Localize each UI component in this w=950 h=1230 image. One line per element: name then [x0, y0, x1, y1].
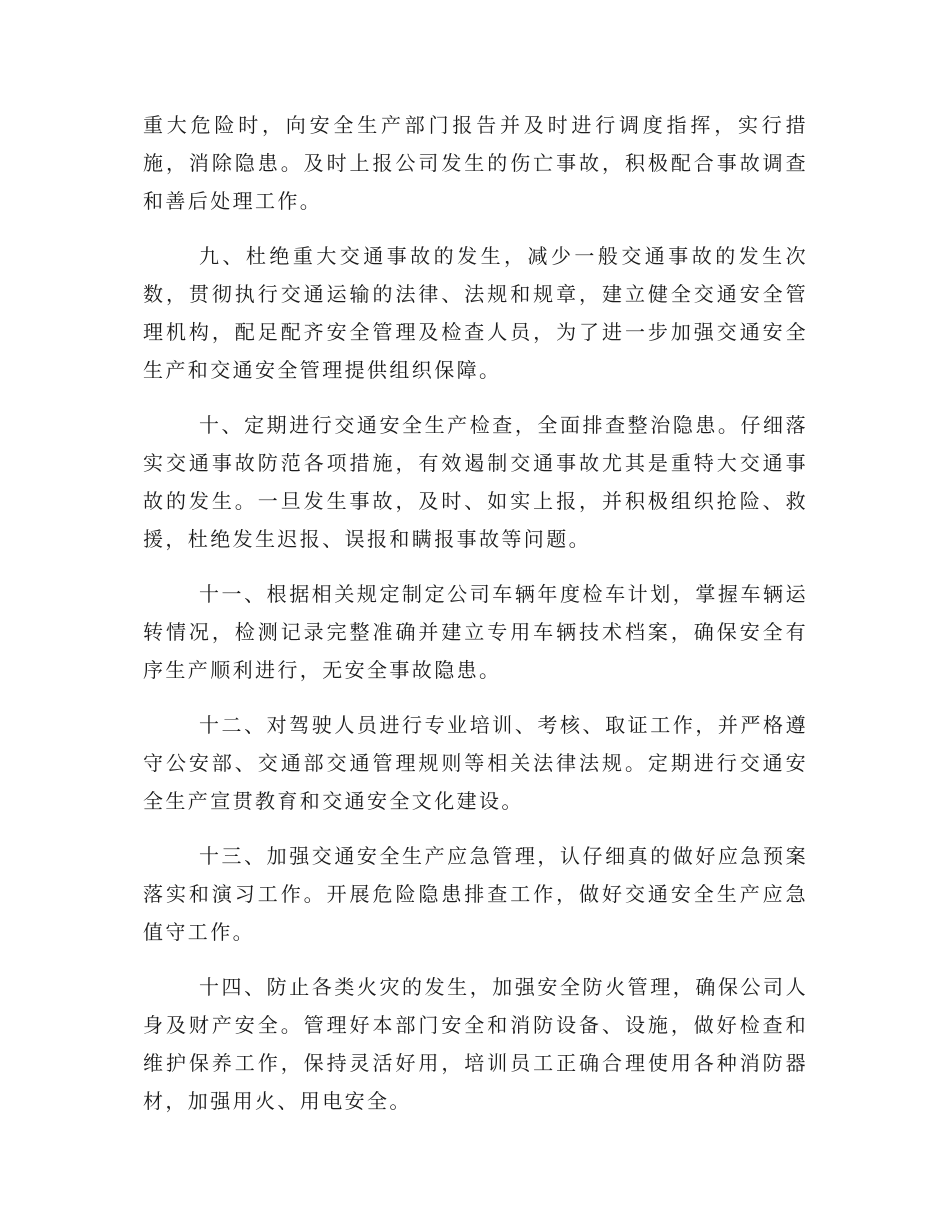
paragraph-continuation: 重大危险时，向安全生产部门报告并及时进行调度指挥，实行措施，消除隐患。及时上报公司发生的伤亡事故，积极配合事故调查和善后处理工作。: [143, 113, 808, 213]
paragraph-item-12: 十二、对驾驶人员进行专业培训、考核、取证工作，并严格遵守公安部、交通部交通管理规则等相关法律法规。定期进行交通安全生产宣贯教育和交通安全文化建设。: [143, 713, 808, 813]
paragraph-item-9: 九、杜绝重大交通事故的发生，减少一般交通事故的发生次数，贯彻执行交通运输的法律、法规和规章，建立健全交通安全管理机构，配足配齐安全管理及检查人员，为了进一步加强交通安全生产和交通安全管理提供组织保障。: [143, 244, 808, 382]
paragraph-item-11: 十一、根据相关规定制定公司车辆年度检车计划，掌握车辆运转情况，检测记录完整准确并建立专用车辆技术档案，确保安全有序生产顺利进行，无安全事故隐患。: [143, 582, 808, 682]
document-body: [143, 106, 808, 1137]
paragraph-item-14: 十四、防止各类火灾的发生，加强安全防火管理，确保公司人身及财产安全。管理好本部门安全和消防设备、设施，做好检查和维护保养工作，保持灵活好用，培训员工正确合理使用各种消防器材，加强用火、用电安全。: [143, 975, 808, 1113]
paragraph-item-13: 十三、加强交通安全生产应急管理，认仔细真的做好应急预案落实和演习工作。开展危险隐患排查工作，做好交通安全生产应急值守工作。: [143, 844, 808, 944]
paragraph-item-10: 十、定期进行交通安全生产检查，全面排查整治隐患。仔细落实交通事故防范各项措施，有效遏制交通事故尤其是重特大交通事故的发生。一旦发生事故，及时、如实上报，并积极组织抢险、救援，杜绝发生迟报、误报和瞒报事故等问题。: [143, 413, 808, 551]
